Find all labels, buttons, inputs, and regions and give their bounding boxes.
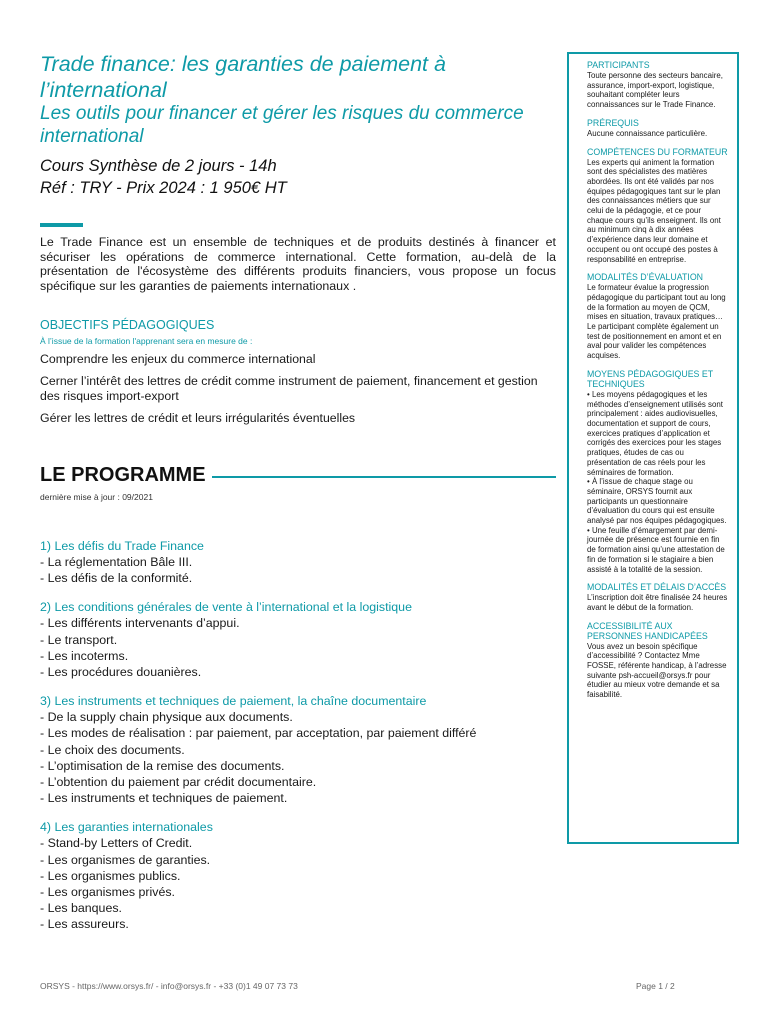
program-header xyxy=(40,464,556,487)
section-title: 1) Les défis du Trade Finance xyxy=(40,539,204,553)
sidebar-participants xyxy=(587,60,729,110)
section-item: - Les différents intervenants d’appui. xyxy=(40,616,240,631)
section-item: - La réglementation Bâle III. xyxy=(40,555,193,569)
program-section xyxy=(40,599,560,680)
sidebar-text: L’inscription doit être finalisée 24 heures avant le début de la formation. xyxy=(587,593,728,612)
accent-bar xyxy=(40,223,83,227)
section-item: - Le transport. xyxy=(40,632,118,647)
last-updated: dernière mise à jour : 09/2021 xyxy=(40,492,153,502)
objectives-list xyxy=(40,352,560,432)
section-item: - Les procédures douanières. xyxy=(40,665,202,680)
page-number: Page 1 / 2 xyxy=(636,981,675,991)
objectives-subtitle: À l’issue de la formation l'apprenant sera en mesure de : xyxy=(40,336,253,346)
program-section xyxy=(40,538,560,586)
sidebar-accessibility xyxy=(587,621,729,700)
program-heading-rule xyxy=(212,476,556,478)
page-subtitle: Les outils pour financer et gérer les risques du commerce international xyxy=(40,103,524,147)
section-item: - Les incoterms. xyxy=(40,648,129,663)
sidebar-text: Le formateur évalue la progression pédagogique du participant tout au long de la formation au moyen de QCM, mises en situation, travaux pratiques… Le participant complète également un test de positionnement en amont et en aval pour valider les compétences acquises. xyxy=(587,283,726,361)
sidebar-title: PARTICIPANTS xyxy=(587,60,650,70)
sidebar-title: MODALITÉS ET DÉLAIS D’ACCÈS xyxy=(587,582,727,593)
section-title: 3) Les instruments et techniques de paiement, la chaîne documentaire xyxy=(40,694,427,709)
sidebar-title: COMPÉTENCES DU FORMATEUR xyxy=(587,146,728,157)
sidebar-title: MOYENS PÉDAGOGIQUES ET TECHNIQUES xyxy=(587,368,713,389)
objective-item: Gérer les lettres de crédit et leurs irrégularités éventuelles xyxy=(40,410,356,425)
sidebar-title: MODALITÉS D’ÉVALUATION xyxy=(587,272,704,283)
program-heading: LE PROGRAMME xyxy=(40,464,206,486)
sidebar-prerequisites xyxy=(587,118,729,139)
section-item: - Les organismes de garanties. xyxy=(40,852,211,867)
section-item: - Les instruments et techniques de paiement. xyxy=(40,791,288,806)
program-sections xyxy=(40,538,560,946)
program-section xyxy=(40,819,560,932)
course-reference-price: Réf : TRY - Prix 2024 : 1 950€ HT xyxy=(40,179,287,197)
section-item: - L’obtention du paiement par crédit documentaire. xyxy=(40,775,317,790)
sidebar-text: Aucune connaissance particulière. xyxy=(587,128,708,138)
section-item: - Les défis de la conformité. xyxy=(40,571,193,586)
section-item: - Les assureurs. xyxy=(40,917,129,932)
objective-item: Comprendre les enjeux du commerce international xyxy=(40,352,316,366)
section-item: - Les organismes publics. xyxy=(40,868,181,883)
sidebar-text: • Les moyens pédagogiques et les méthodes d’enseignement utilisés sont principalement : aides audiovisuelles, documentation et support de cours, exercices pratiques d’application et corrigés des exercices pour les stages pratiques, études de cas ou présentation de cas réels pour les séminaires de formation. • À l’issue de chaque stage ou séminaire, ORSYS fournit aux participants un questionnaire d’évaluation du cours qui est ensuite analysé par nos équipes pédagogiques. • Une feuille d’émargement par demi-journée de présence est fournie en fin de formation ainsi qu’une attestation de fin de formation si le stagiaire a bien assisté à la totalité de la session. xyxy=(587,389,727,574)
course-duration: Cours Synthèse de 2 jours - 14h xyxy=(40,157,277,175)
page-title: Trade finance: les garanties de paiement à l’international xyxy=(40,52,446,102)
sidebar-teaching-means xyxy=(587,369,729,574)
course-info xyxy=(40,155,540,199)
sidebar-text: Les experts qui animent la formation sont des spécialistes des matières abordées. Ils ont été validés par nos équipes pédagogiques tant sur le plan des connaissances métiers que sur celui de la pédagogie, et ce pour chaque cours qu’ils enseignent. Ils ont au minimum cinq à dix années d’expérience dans leur domaine et occupent ou ont occupé des postes à responsabilité en entreprise. xyxy=(587,157,721,264)
info-sidebar xyxy=(567,52,739,844)
objective-item: Cerner l’intérêt des lettres de crédit comme instrument de paiement, financement et gestion des risques import-export xyxy=(40,373,538,403)
section-item: - Le choix des documents. xyxy=(40,742,185,757)
section-item: - L’optimisation de la remise des documents. xyxy=(40,758,285,773)
section-item: - Les banques. xyxy=(40,901,122,916)
program-section xyxy=(40,693,560,806)
sidebar-title: PRÉREQUIS xyxy=(587,117,639,128)
section-title: 2) Les conditions générales de vente à l’international et la logistique xyxy=(40,600,412,615)
intro-paragraph: Le Trade Finance est un ensemble de techniques et de produits destinés à financer et sécuriser les opérations de commerce international. Cette formation, au-delà de la présentation de l'écosystème des différents produits financiers, vous propose un focus spécifique sur les garanties de paiements internationaux . xyxy=(40,235,556,293)
section-title: 4) Les garanties internationales xyxy=(40,820,213,835)
sidebar-text: Vous avez un besoin spécifique d’accessibilité ? Contactez Mme FOSSE, référente handicap, à l’adresse suivante psh-accueil@orsys.fr pour étudier au mieux votre demande et sa faisabilité. xyxy=(587,641,727,700)
footer-contact: ORSYS - https://www.orsys.fr/ - info@orsys.fr - +33 (0)1 49 07 73 73 xyxy=(40,981,298,991)
section-item: - Les organismes privés. xyxy=(40,885,175,900)
section-item: - De la supply chain physique aux documents. xyxy=(40,710,293,725)
sidebar-access xyxy=(587,582,729,612)
sidebar-title: ACCESSIBILITÉ AUX PERSONNES HANDICAPÉES xyxy=(587,620,708,641)
objectives-title: OBJECTIFS PÉDAGOGIQUES xyxy=(40,318,215,332)
sidebar-evaluation xyxy=(587,272,729,361)
sidebar-text: Toute personne des secteurs bancaire, assurance, import-export, logistique, souhaitant compléter leurs connaissances sur le Trade Finance. xyxy=(587,71,723,110)
sidebar-trainer-skills xyxy=(587,147,729,265)
section-item: - Stand-by Letters of Credit. xyxy=(40,836,193,851)
section-item: - Les modes de réalisation : par paiement, par acceptation, par paiement différé xyxy=(40,726,477,741)
